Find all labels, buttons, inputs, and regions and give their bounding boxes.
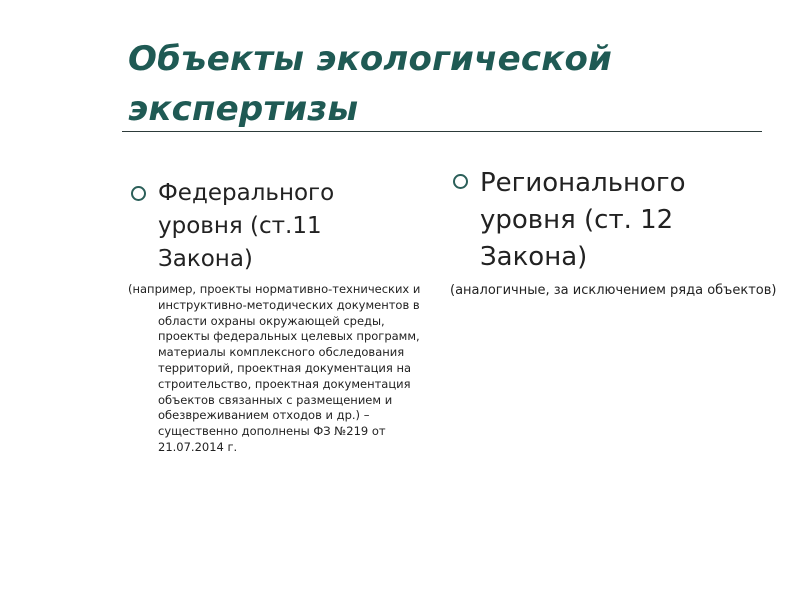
right-note: (аналогичные, за исключением ряда объектов) xyxy=(450,283,777,298)
left-heading: Федерального уровня (ст.11 Закона) xyxy=(158,180,335,272)
left-bullet-item xyxy=(128,177,428,276)
right-heading: Регионального уровня (ст. 12 Закона) xyxy=(480,168,686,272)
title-divider xyxy=(122,131,762,132)
slide-title: Объекты экологической экспертизы xyxy=(128,39,613,129)
right-column xyxy=(450,165,777,300)
left-note: (например, проекты нормативно-технических и инструктивно-методических документов в области охраны окружающей среды, проекты федеральных целевых программ, материалы комплексного обследования территорий, проектная документация на строительство, проектная документация объектов связанных с размещением и обезвреживанием отходов и др.) – существенно дополнены ФЗ №219 от 21.07.2014 г. xyxy=(128,282,421,454)
left-column xyxy=(128,177,428,456)
hollow-circle-bullet-icon xyxy=(131,186,146,201)
right-bullet-item xyxy=(450,165,770,276)
hollow-circle-bullet-icon xyxy=(453,174,468,189)
